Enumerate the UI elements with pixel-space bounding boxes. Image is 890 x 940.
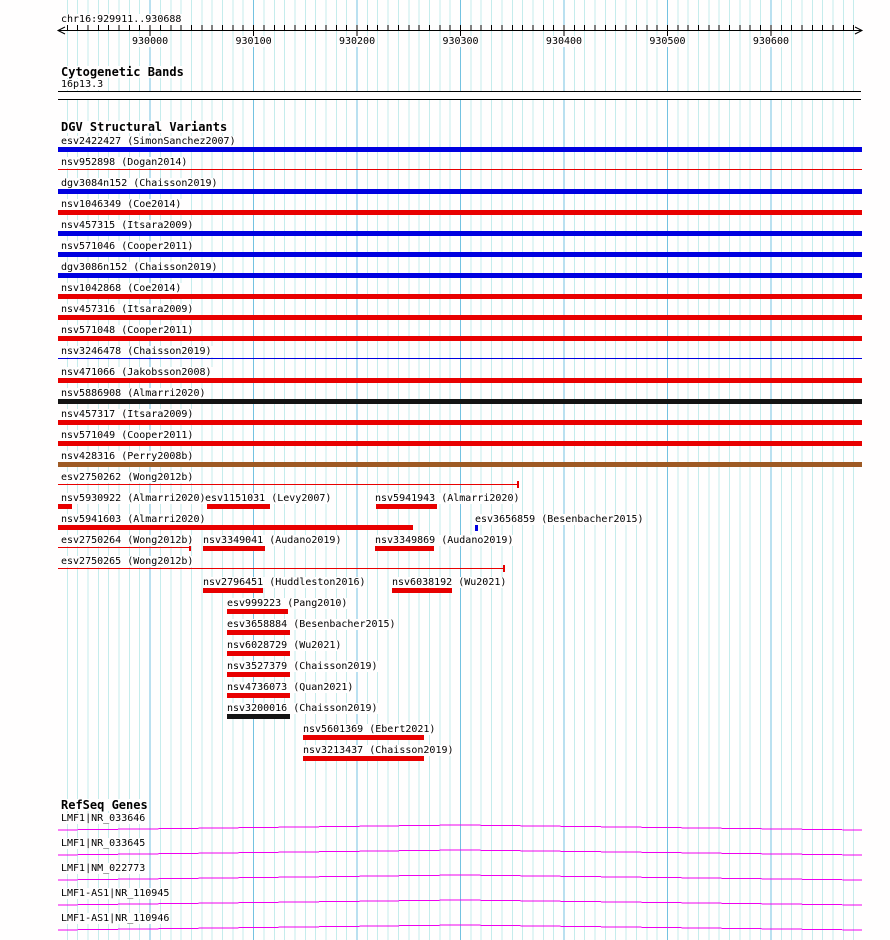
- variant-bar[interactable]: [58, 504, 72, 509]
- variant-label[interactable]: esv2750265 (Wong2012b): [61, 556, 194, 567]
- variant-label[interactable]: nsv4736073 (Quan2021): [227, 682, 354, 693]
- section-title-cytobands: Cytogenetic Bands: [61, 65, 184, 79]
- variant-label[interactable]: nsv6038192 (Wu2021): [392, 577, 507, 588]
- variant-bar[interactable]: [58, 399, 862, 404]
- gene-label[interactable]: LMF1-AS1|NR_110946: [61, 913, 170, 924]
- variant-bar[interactable]: [58, 189, 862, 194]
- variant-bar[interactable]: [475, 525, 478, 531]
- variant-label[interactable]: nsv471066 (Jakobsson2008): [61, 367, 212, 378]
- variant-bar[interactable]: [203, 546, 265, 551]
- variant-bar[interactable]: [58, 525, 413, 530]
- variant-bar[interactable]: [58, 568, 505, 569]
- gene-intron-line[interactable]: [58, 850, 862, 855]
- variant-label[interactable]: nsv3246478 (Chaisson2019): [61, 346, 212, 357]
- variant-label[interactable]: nsv3213437 (Chaisson2019): [303, 745, 454, 756]
- gene-label[interactable]: LMF1|NR_033646: [61, 813, 146, 824]
- variant-label[interactable]: nsv2796451 (Huddleston2016): [203, 577, 366, 588]
- variant-label[interactable]: nsv457317 (Itsara2009): [61, 409, 194, 420]
- variant-label[interactable]: esv2422427 (SimonSanchez2007): [61, 136, 236, 147]
- variant-bar-end-cap: [503, 565, 505, 572]
- ruler-tick-label: 930000: [132, 36, 169, 47]
- variant-bar[interactable]: [376, 504, 437, 509]
- variant-bar[interactable]: [58, 294, 862, 299]
- ruler-tick-label: 930100: [235, 36, 272, 47]
- section-title-refseq: RefSeq Genes: [61, 798, 148, 812]
- ruler-tick-label: 930400: [545, 36, 583, 47]
- variant-label[interactable]: nsv3349041 (Audano2019): [203, 535, 342, 546]
- variant-bar[interactable]: [58, 210, 862, 215]
- gene-intron-line[interactable]: [58, 875, 862, 880]
- variant-bar[interactable]: [58, 420, 862, 425]
- gene-intron-line[interactable]: [58, 825, 862, 830]
- variant-label[interactable]: nsv571048 (Cooper2011): [61, 325, 194, 336]
- cytoband-label: 16p13.3: [61, 79, 104, 90]
- variant-bar[interactable]: [58, 147, 862, 152]
- ruler-tick-label: 930500: [649, 36, 686, 47]
- variant-label[interactable]: nsv3527379 (Chaisson2019): [227, 661, 378, 672]
- section-title-dgv: DGV Structural Variants: [61, 120, 228, 134]
- variant-label[interactable]: esv3658884 (Besenbacher2015): [227, 619, 396, 630]
- variant-label[interactable]: dgv3086n152 (Chaisson2019): [61, 262, 218, 273]
- variant-bar[interactable]: [392, 588, 452, 593]
- variant-label[interactable]: nsv571046 (Cooper2011): [61, 241, 194, 252]
- variant-bar[interactable]: [58, 252, 862, 257]
- variant-label[interactable]: nsv428316 (Perry2008b): [61, 451, 194, 462]
- variant-label[interactable]: nsv3200016 (Chaisson2019): [227, 703, 378, 714]
- variant-bar[interactable]: [227, 672, 290, 677]
- variant-bar[interactable]: [58, 462, 862, 467]
- variant-bar[interactable]: [58, 378, 862, 383]
- variant-label[interactable]: esv3656859 (Besenbacher2015): [475, 514, 644, 525]
- variant-bar[interactable]: [375, 546, 434, 551]
- variant-bar[interactable]: [227, 609, 288, 614]
- variant-bar[interactable]: [58, 547, 191, 548]
- gene-intron-line[interactable]: [58, 925, 862, 930]
- ruler-tick-label: 930300: [442, 36, 479, 47]
- variant-bar[interactable]: [227, 714, 290, 719]
- variant-label[interactable]: esv1151031 (Levy2007): [205, 493, 332, 504]
- gene-label[interactable]: LMF1-AS1|NR_110945: [61, 888, 170, 899]
- variant-bar-end-cap: [517, 481, 519, 488]
- gene-label[interactable]: LMF1|NR_033645: [61, 838, 146, 849]
- gene-intron-line[interactable]: [58, 900, 862, 905]
- variant-label[interactable]: esv999223 (Pang2010): [227, 598, 348, 609]
- variant-label[interactable]: nsv5941603 (Almarri2020): [61, 514, 206, 525]
- variant-label[interactable]: esv2750262 (Wong2012b): [61, 472, 194, 483]
- variant-label[interactable]: nsv5941943 (Almarri2020): [375, 493, 520, 504]
- variant-bar[interactable]: [58, 273, 862, 278]
- variant-bar[interactable]: [58, 231, 862, 236]
- variant-bar[interactable]: [227, 693, 290, 698]
- variant-bar[interactable]: [58, 358, 862, 359]
- variant-bar[interactable]: [58, 441, 862, 446]
- variant-label[interactable]: nsv1042868 (Coe2014): [61, 283, 182, 294]
- cytoband-track[interactable]: [58, 91, 861, 100]
- variant-bar[interactable]: [303, 735, 424, 740]
- variant-bar[interactable]: [227, 651, 290, 656]
- variant-label[interactable]: nsv457316 (Itsara2009): [61, 304, 194, 315]
- variant-bar[interactable]: [227, 630, 290, 635]
- variant-label[interactable]: nsv5930922 (Almarri2020): [61, 493, 206, 504]
- variant-label[interactable]: nsv3349869 (Audano2019): [375, 535, 514, 546]
- variant-bar[interactable]: [58, 484, 519, 485]
- variant-label[interactable]: nsv571049 (Cooper2011): [61, 430, 194, 441]
- variant-label[interactable]: nsv457315 (Itsara2009): [61, 220, 194, 231]
- location-title: chr16:929911..930688: [61, 14, 182, 25]
- variant-bar[interactable]: [303, 756, 424, 761]
- variant-label[interactable]: nsv5601369 (Ebert2021): [303, 724, 436, 735]
- variant-label[interactable]: nsv5886908 (Almarri2020): [61, 388, 206, 399]
- variant-label[interactable]: nsv6028729 (Wu2021): [227, 640, 342, 651]
- variant-bar[interactable]: [203, 588, 263, 593]
- gene-label[interactable]: LMF1|NM_022773: [61, 863, 146, 874]
- variant-bar[interactable]: [58, 169, 862, 170]
- variant-label[interactable]: esv2750264 (Wong2012b): [61, 535, 194, 546]
- variant-bar[interactable]: [58, 315, 862, 320]
- variant-label[interactable]: dgv3084n152 (Chaisson2019): [61, 178, 218, 189]
- variant-bar[interactable]: [207, 504, 270, 509]
- variant-label[interactable]: nsv952898 (Dogan2014): [61, 157, 188, 168]
- variant-label[interactable]: nsv1046349 (Coe2014): [61, 199, 182, 210]
- ruler-tick-label: 930600: [752, 36, 789, 47]
- variant-bar[interactable]: [58, 336, 862, 341]
- ruler-tick-label: 930200: [338, 36, 376, 47]
